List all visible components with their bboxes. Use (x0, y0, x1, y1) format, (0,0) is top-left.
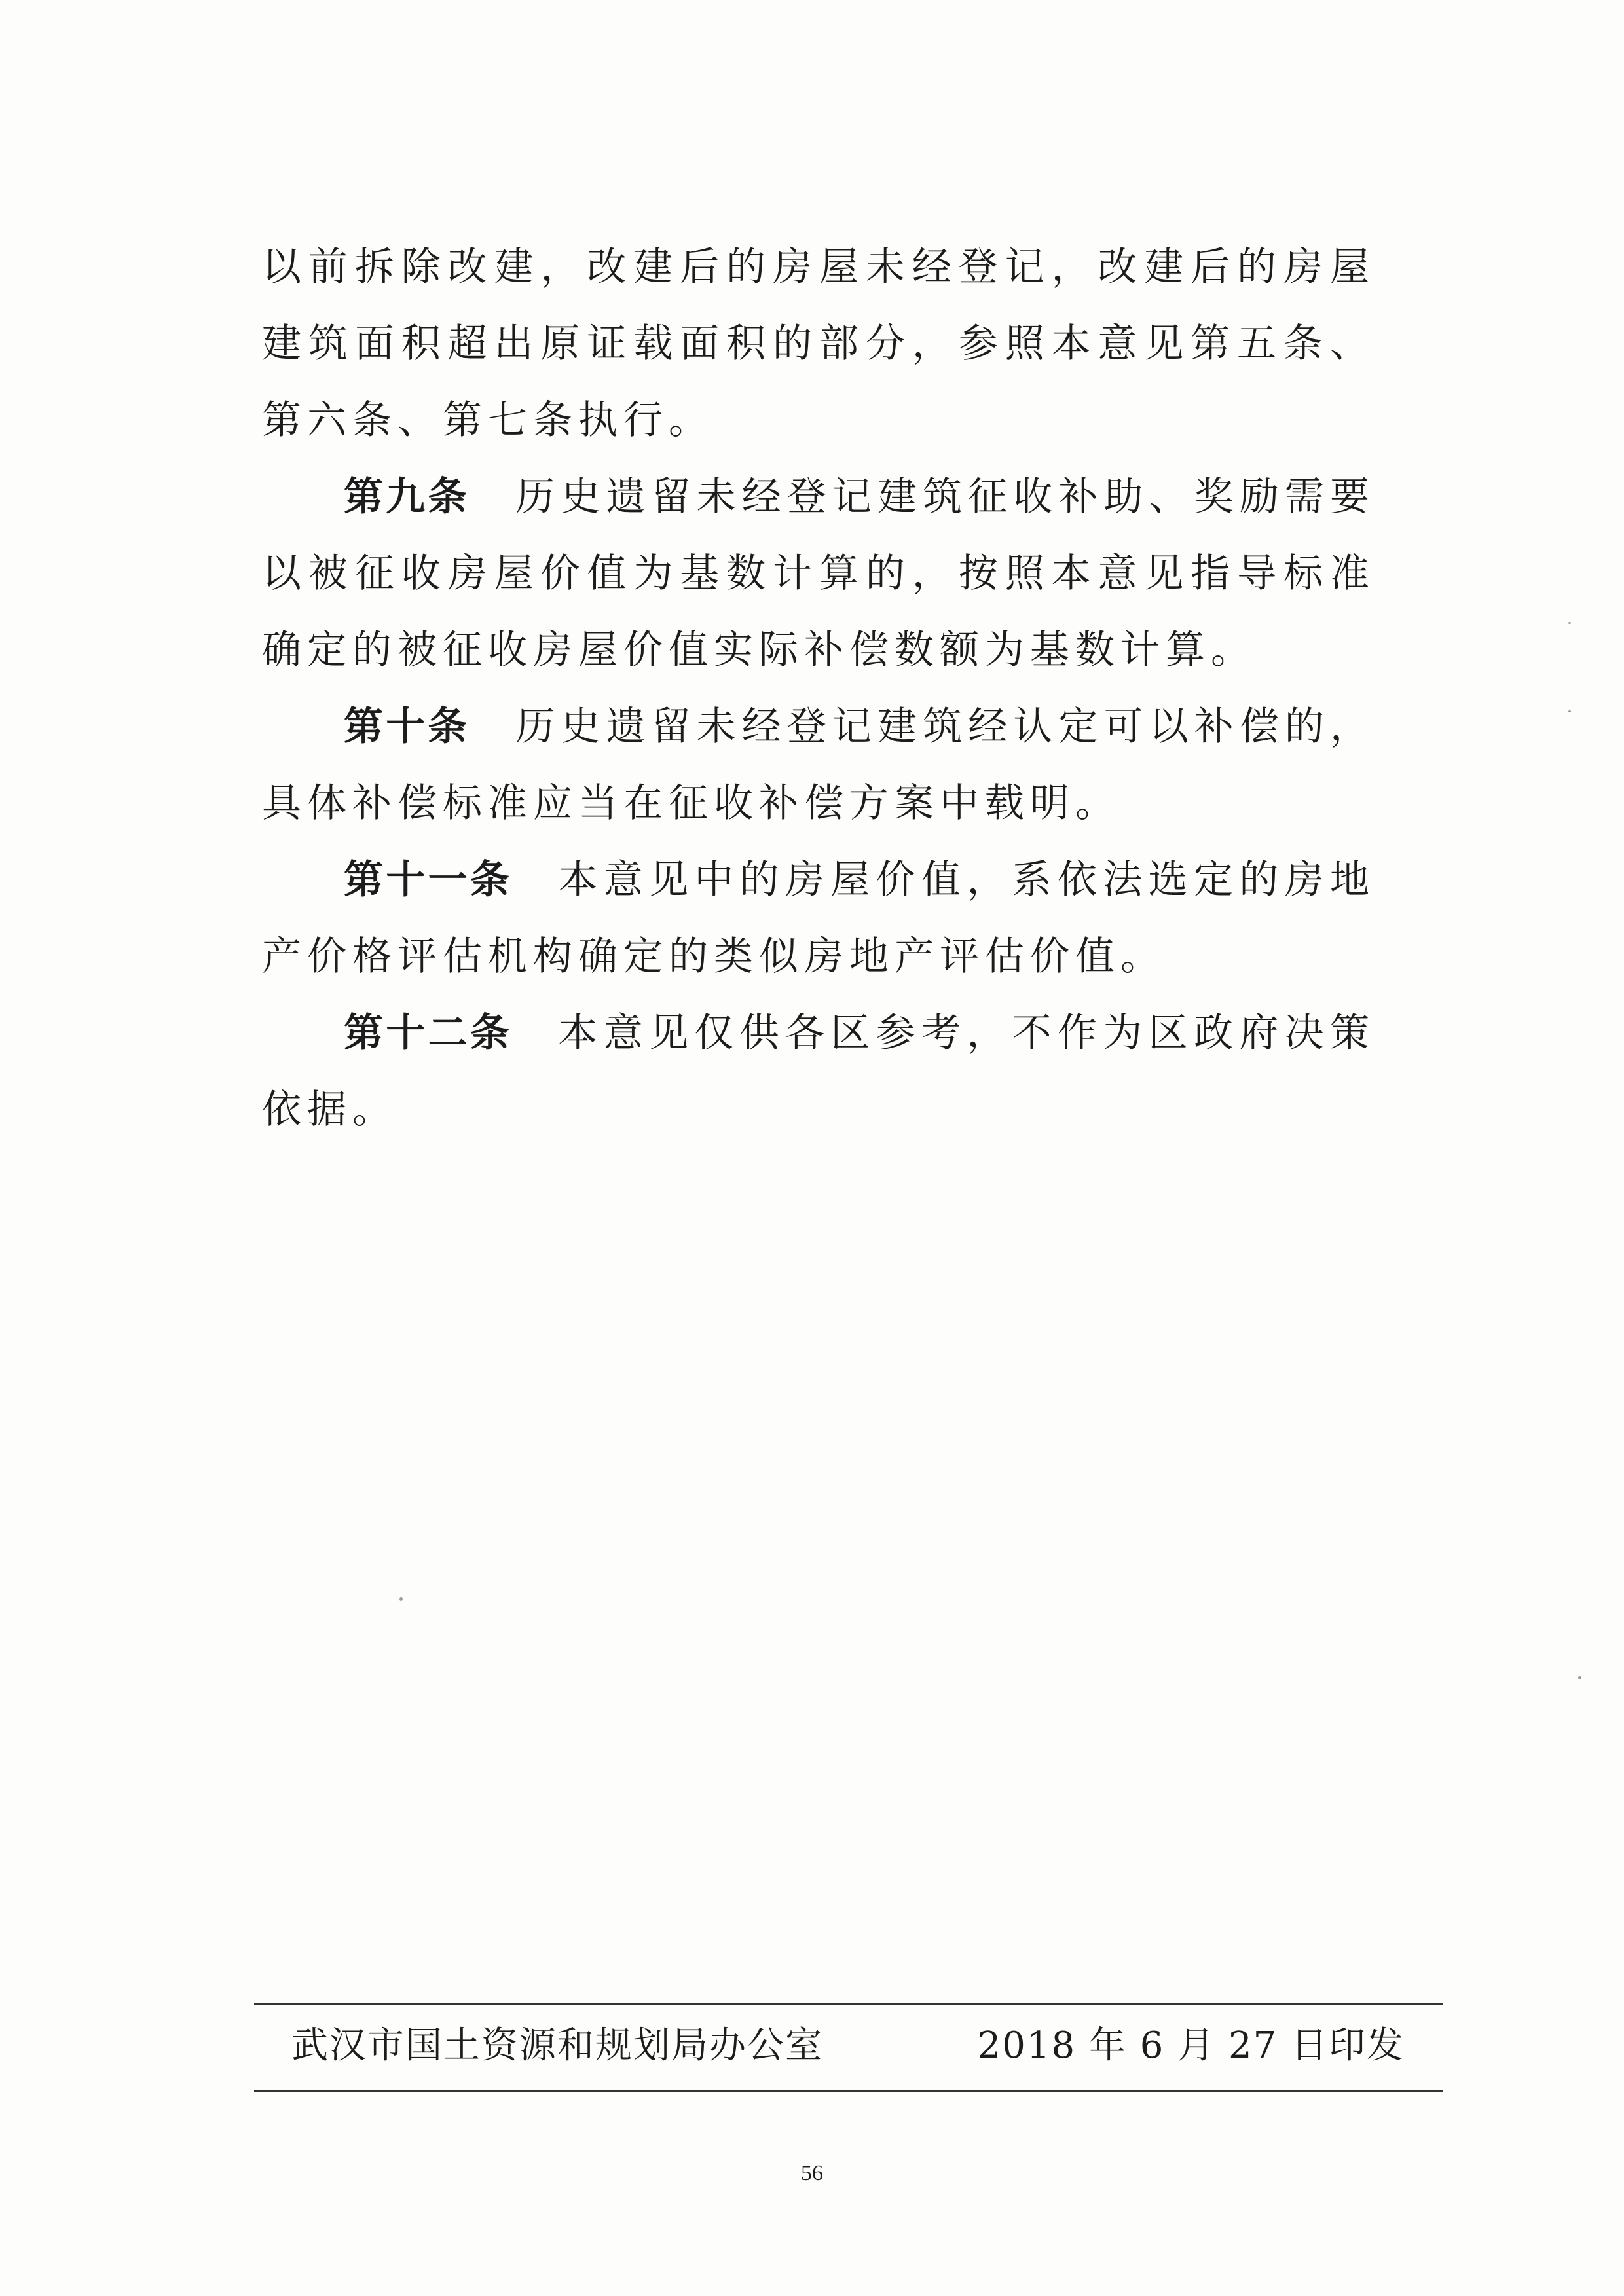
footer-bottom-rule (254, 2090, 1443, 2092)
article-heading: 第十二条 (344, 1010, 513, 1056)
article-heading: 第十一条 (344, 857, 513, 903)
article-10 (262, 689, 1375, 842)
article-9 (262, 459, 1375, 689)
article-text: 历史遗留未经登记建筑征收补助、奖励需要以被征收房屋价值为基数计算的，按照本意见指导标准确定的被征收房屋价值实际补偿数额为基数计算。 (262, 474, 1376, 673)
footer-top-rule (254, 2003, 1443, 2005)
article-text: 本意见中的房屋价值，系依法选定的房地产价格评估机构确定的类似房地产评估价值。 (262, 857, 1376, 979)
article-11 (262, 842, 1375, 995)
footer-issuer: 武汉市国土资源和规划局办公室 (291, 2024, 823, 2067)
scan-speck (1578, 1676, 1581, 1679)
scan-speck (399, 1597, 403, 1601)
article-text: 本意见仅供各区参考，不作为区政府决策依据。 (262, 1010, 1376, 1133)
article-heading: 第九条 (344, 474, 470, 520)
continued-paragraph: 以前拆除改建，改建后的房屋未经登记，改建后的房屋建筑面积超出原证载面积的部分，参照本意见第五条、第六条、第七条执行。 (262, 244, 1375, 443)
scan-speck (1568, 710, 1571, 712)
document-body (262, 229, 1375, 1148)
article-heading: 第十条 (344, 704, 470, 750)
scan-speck (1568, 622, 1571, 624)
article-12 (262, 995, 1375, 1148)
page-number: 56 (801, 2161, 823, 2185)
footer-issue-date: 2018 年 6 月 27 日印发 (977, 2024, 1405, 2067)
article-text: 历史遗留未经登记建筑经认定可以补偿的，具体补偿标准应当在征收补偿方案中载明。 (262, 704, 1376, 826)
